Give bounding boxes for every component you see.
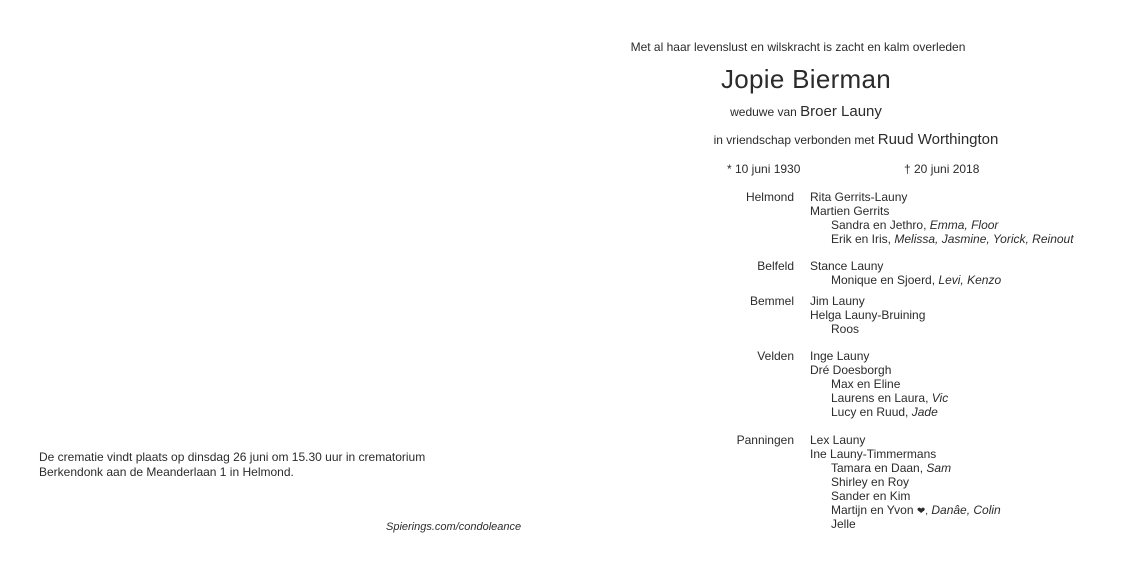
family-member-line	[810, 447, 1001, 461]
family-member-line	[810, 218, 1074, 232]
family-member-line	[810, 363, 948, 377]
grandchildren-names: Vic	[931, 391, 949, 405]
widow-line	[560, 103, 1052, 120]
family-member-line	[810, 259, 1001, 273]
family-member-line	[810, 294, 925, 308]
member-names: Sander en Kim	[831, 489, 911, 503]
widow-prefix: weduwe van	[730, 105, 797, 119]
member-names: Martien Gerrits	[810, 204, 890, 218]
member-names: Sandra en Jethro,	[831, 218, 927, 232]
family-place: Panningen	[736, 433, 794, 447]
family-member-line	[810, 489, 1001, 503]
family-members	[810, 259, 1001, 287]
friend-prefix: in vriendschap verbonden met	[713, 133, 875, 147]
grandchildren-names: Sam	[926, 461, 952, 475]
family-members	[810, 294, 925, 336]
family-place: Velden	[757, 349, 794, 363]
family-place: Belfeld	[757, 259, 794, 273]
cremation-notice	[39, 450, 425, 480]
member-names: Lucy en Ruud,	[831, 405, 909, 419]
family-member-line	[810, 204, 1074, 218]
family-members	[810, 190, 1074, 246]
intro-text: Met al haar levenslust en wilskracht is zacht en kalm overleden	[630, 40, 966, 54]
friendship-line	[560, 131, 1142, 148]
condolence-link[interactable]: Spierings.com/condoleance	[386, 521, 522, 533]
family-member-line	[810, 461, 1001, 475]
member-names: Dré Doesborgh	[810, 363, 892, 377]
heart-icon: ❤,	[916, 506, 929, 517]
member-names: Lex Launy	[810, 433, 866, 447]
member-names: Laurens en Laura,	[831, 391, 929, 405]
member-names: Max en Eline	[831, 377, 901, 391]
family-member-line	[810, 308, 925, 322]
family-place: Bemmel	[749, 294, 794, 308]
family-member-line	[810, 405, 948, 419]
member-names: Martijn en Yvon	[831, 503, 914, 517]
family-member-line	[810, 503, 1001, 517]
member-names: Inge Launy	[810, 349, 870, 363]
birth-date: * 10 juni 1930	[727, 162, 801, 176]
grandchildren-names: Danâe, Colin	[931, 503, 1001, 517]
member-names: Helga Launy-Bruining	[810, 308, 926, 322]
grandchildren-names: Melissa, Jasmine, Yorick, Reinout	[894, 232, 1074, 246]
member-names: Rita Gerrits-Launy	[810, 190, 908, 204]
grandchildren-names: Levi, Kenzo	[938, 273, 1002, 287]
family-member-line	[810, 273, 1001, 287]
family-members	[810, 433, 1001, 531]
family-member-line	[810, 475, 1001, 489]
member-names: Tamara en Daan,	[831, 461, 924, 475]
family-member-line	[810, 190, 1074, 204]
member-names: Stance Launy	[810, 259, 884, 273]
member-names: Jim Launy	[810, 294, 865, 308]
family-member-line	[810, 377, 948, 391]
family-member-line	[810, 322, 925, 336]
member-names: Erik en Iris,	[831, 232, 892, 246]
member-names: Ine Launy-Timmermans	[810, 447, 937, 461]
deceased-name: Jopie Bierman	[720, 64, 892, 94]
member-names: Roos	[831, 322, 860, 336]
family-member-line	[810, 391, 948, 405]
family-place: Helmond	[745, 190, 794, 204]
spouse-name: Broer Launy	[800, 103, 882, 120]
grandchildren-names: Emma, Floor	[929, 218, 999, 232]
friend-name: Ruud Worthington	[877, 131, 999, 148]
family-member-line	[810, 517, 1001, 531]
family-member-line	[810, 433, 1001, 447]
cremation-line-2: Berkendonk aan de Meanderlaan 1 in Helmond.	[39, 465, 294, 479]
death-date: † 20 juni 2018	[904, 162, 980, 176]
family-member-line	[810, 349, 948, 363]
member-names: Monique en Sjoerd,	[831, 273, 936, 287]
grandchildren-names: Jade	[911, 405, 938, 419]
member-names: Jelle	[831, 517, 856, 531]
member-names: Shirley en Roy	[831, 475, 910, 489]
cremation-line-1: De crematie vindt plaats op dinsdag 26 juni om 15.30 uur in crematorium	[39, 450, 426, 464]
family-member-line	[810, 232, 1074, 246]
family-members	[810, 349, 948, 419]
